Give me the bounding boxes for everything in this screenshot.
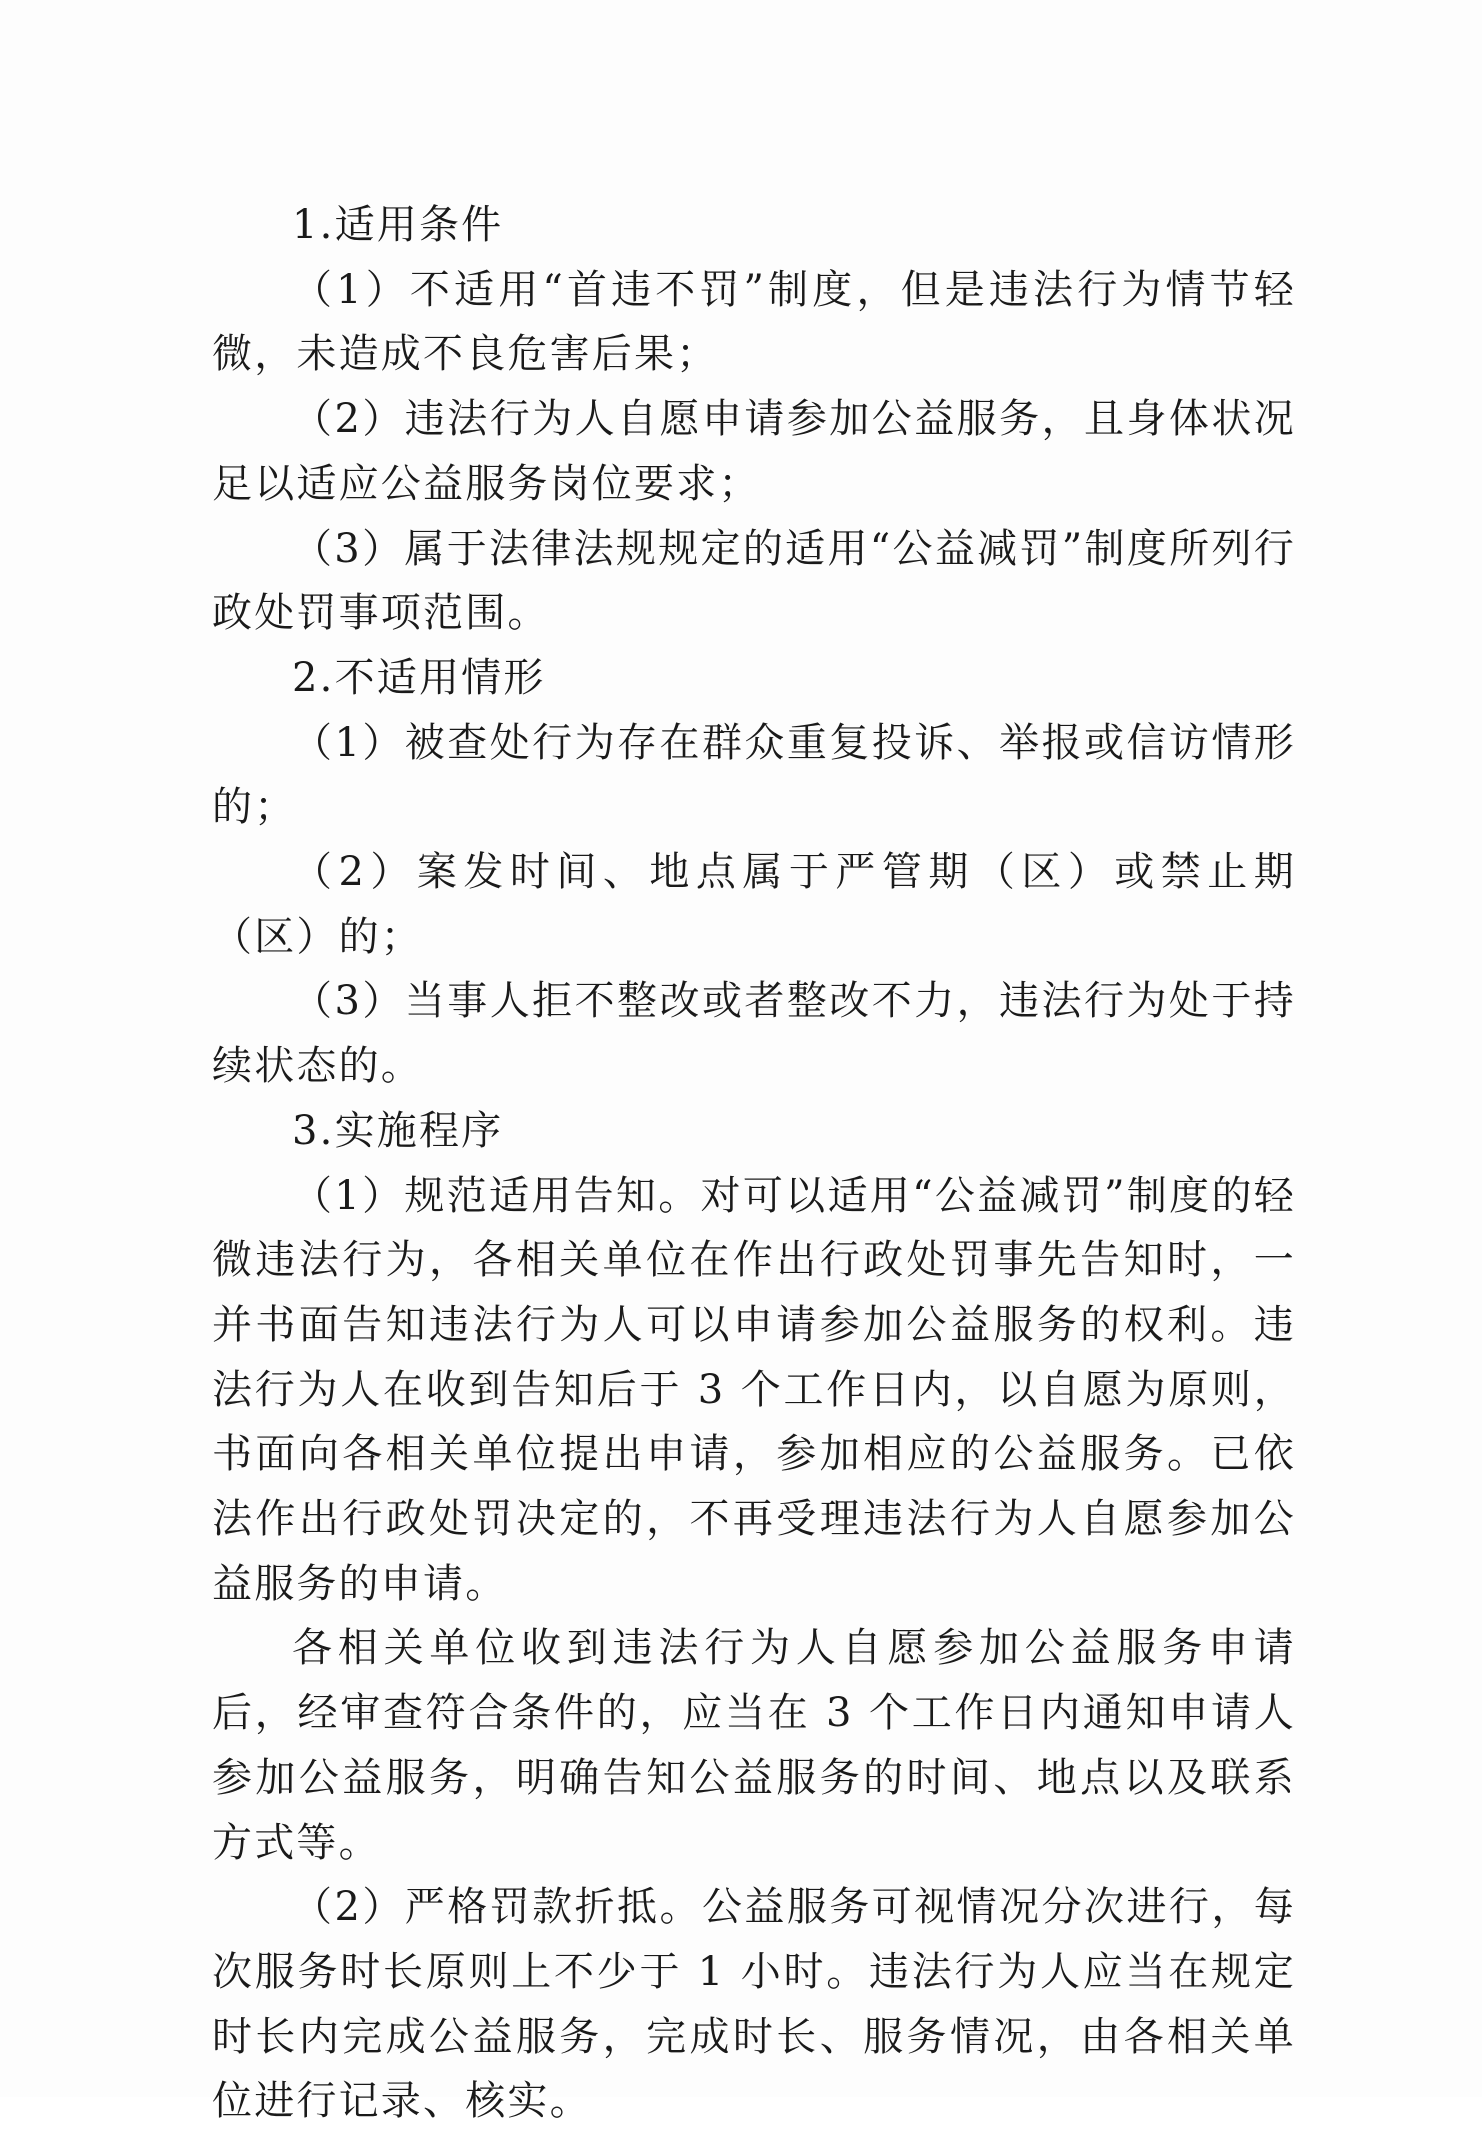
section-3-item-1: （1）规范适用告知。对可以适用“公益减罚”制度的轻微违法行为，各相关单位在作出行政处罚事先告知时，一并书面告知违法行为人可以申请参加公益服务的权利。违法行为人在收到告知后于 3 个工作日内，以自愿为原则，书面向各相关单位提出申请，参加相应的公益服务。已依法作出行政处罚决定的，不再受理违法行为人自愿参加公益服务的申请。: [212, 1172, 1296, 1607]
section-3-item-2: （2）严格罚款折抵。公益服务可视情况分次进行，每次服务时长原则上不少于 1 小时。违法行为人应当在规定时长内完成公益服务，完成时长、服务情况，由各相关单位进行记录、核实。: [212, 1884, 1296, 2125]
section-2-item-1: （1）被查处行为存在群众重复投诉、举报或信访情形的；: [212, 719, 1296, 831]
section-1-item-1: （1）不适用“首违不罚”制度，但是违法行为情节轻微，未造成不良危害后果；: [212, 266, 1296, 378]
section-2-heading: 2.不适用情形: [292, 654, 546, 701]
document-body: [212, 193, 1296, 2134]
section-1-heading: 1.适用条件: [292, 202, 504, 248]
section-3-heading: 3.实施程序: [292, 1107, 504, 1154]
section-2-item-2: （2）案发时间、地点属于严管期（区）或禁止期（区）的；: [212, 849, 1296, 960]
section-1-item-2: （2）违法行为人自愿申请参加公益服务，且身体状况足以适应公益服务岗位要求；: [212, 396, 1296, 507]
section-3-item-1-continued: 各相关单位收到违法行为人自愿参加公益服务申请后，经审查符合条件的，应当在 3 个工作日内通知申请人参加公益服务，明确告知公益服务的时间、地点以及联系方式等。: [212, 1625, 1296, 1866]
section-1-item-3: （3）属于法律法规规定的适用“公益减罚”制度所列行政处罚事项范围。: [212, 525, 1296, 637]
section-2-item-3: （3）当事人拒不整改或者整改不力，违法行为处于持续状态的。: [212, 978, 1296, 1090]
